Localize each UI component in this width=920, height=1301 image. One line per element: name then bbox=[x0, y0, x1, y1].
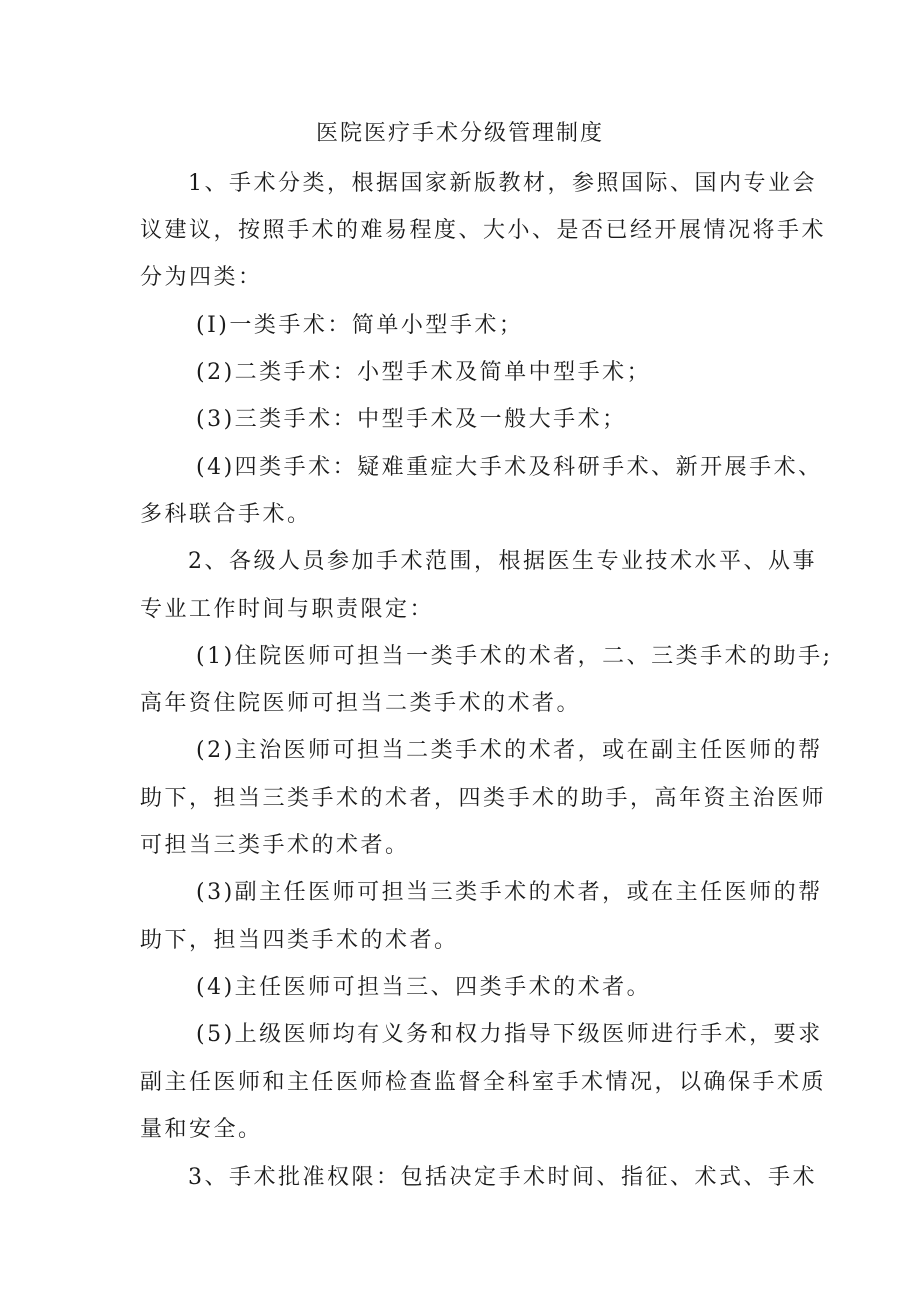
paragraph-line: 多科联合手术。 bbox=[140, 502, 312, 527]
paragraph-line: 1、手术分类，根据国家新版教材，参照国际、国内专业会 bbox=[188, 171, 817, 196]
paragraph-line: 量和安全。 bbox=[140, 1117, 263, 1142]
paragraph-line: 高年资住院医师可担当二类手术的术者。 bbox=[140, 691, 582, 716]
paragraph-line: 分为四类： bbox=[140, 265, 263, 290]
paragraph-line: 助下，担当四类手术的术者。 bbox=[140, 928, 459, 953]
paragraph-line: (I)一类手术：简单小型手术； bbox=[196, 313, 524, 338]
paragraph-line: 议建议，按照手术的难易程度、大小、是否已经开展情况将手术 bbox=[140, 218, 827, 243]
paragraph-line: (2)二类手术：小型手术及简单中型手术； bbox=[196, 360, 652, 385]
document-title: 医院医疗手术分级管理制度 bbox=[315, 121, 604, 146]
paragraph-line: (1)住院医师可担当一类手术的术者，二、三类手术的助手; bbox=[196, 644, 833, 669]
paragraph-line: (4)四类手术：疑难重症大手术及科研手术、新开展手术、 bbox=[196, 455, 823, 480]
paragraph-line: (3)三类手术：中型手术及一般大手术； bbox=[196, 407, 627, 432]
paragraph-line: 可担当三类手术的术者。 bbox=[140, 833, 410, 858]
paragraph-line: (5)上级医师均有义务和权力指导下级医师进行手术，要求 bbox=[196, 1022, 823, 1047]
paragraph-line: 2、各级人员参加手术范围，根据医生专业技术水平、从事 bbox=[188, 549, 817, 574]
paragraph-line: (2)主治医师可担当二类手术的术者，或在副主任医师的帮 bbox=[196, 738, 823, 763]
paragraph-line: (3)副主任医师可担当三类手术的术者，或在主任医师的帮 bbox=[196, 880, 823, 905]
paragraph-line: (4)主任医师可担当三、四类手术的术者。 bbox=[196, 975, 652, 1000]
paragraph-line: 副主任医师和主任医师检查监督全科室手术情况，以确保手术质 bbox=[140, 1070, 827, 1095]
paragraph-line: 助下，担当三类手术的术者，四类手术的助手，高年资主治医师 bbox=[140, 786, 827, 811]
paragraph-line: 3、手术批准权限：包括决定手术时间、指征、术式、手术 bbox=[188, 1165, 817, 1190]
paragraph-line: 专业工作时间与职责限定： bbox=[140, 597, 435, 622]
